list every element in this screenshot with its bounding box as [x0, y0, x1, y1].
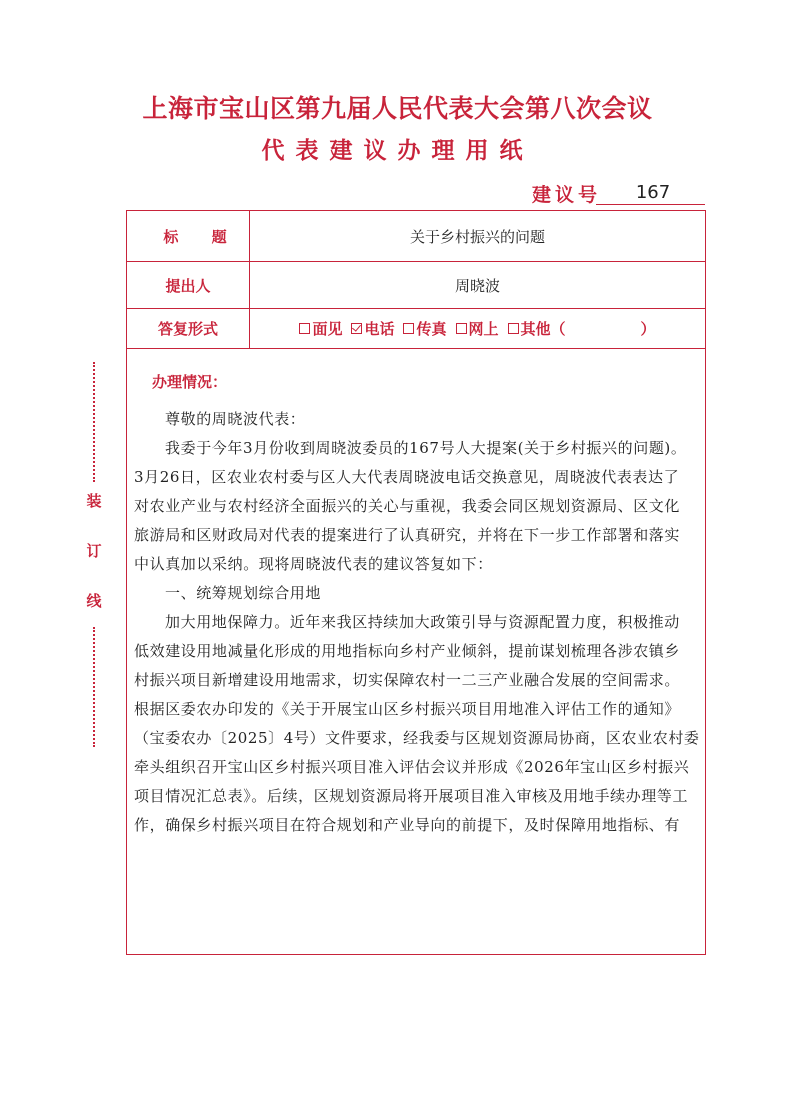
proposer-label: 提出人	[165, 276, 211, 295]
proposal-number-value: 167	[635, 182, 671, 203]
checkbox-icon[interactable]	[508, 323, 519, 334]
proposal-number-underline	[596, 204, 705, 205]
text-line: 3月26日，区农业农村委与区人大代表周晓波电话交换意见，周晓波代表表达了	[134, 468, 680, 486]
reply-option[interactable]	[299, 318, 342, 339]
other-close-paren: ）	[640, 320, 656, 338]
text-line: 根据区委农办印发的《关于开展宝山区乡村振兴项目用地准入评估工作的通知》	[134, 700, 681, 718]
text-line: （宝委农办〔2025〕4号）文件要求，经我委与区规划资源局协商，区农业农村委	[134, 729, 700, 747]
title-label: 标 题	[163, 227, 241, 246]
title-value: 关于乡村振兴的问题	[409, 227, 545, 246]
checkbox-checked-icon[interactable]	[351, 323, 362, 334]
proposal-number-label: 建议号	[532, 184, 602, 206]
text-line: 对农业产业与农村经济全面振兴的关心与重视，我委会同区规划资源局、区文化	[134, 497, 681, 515]
reply-option[interactable]	[508, 318, 566, 339]
text-line: 旅游局和区财政局对代表的提案进行了认真研究，并将在下一步工作部署和落实	[134, 526, 681, 544]
text-line: 尊敬的周晓波代表：	[165, 410, 306, 428]
reply-option-label: 传真	[416, 320, 447, 338]
checkbox-icon[interactable]	[403, 323, 414, 334]
reply-option-label: 面见	[312, 320, 343, 338]
binding-char: 装	[86, 492, 102, 510]
reply-option[interactable]	[403, 318, 446, 339]
binding-char: 订	[86, 542, 102, 560]
reply-options	[250, 309, 705, 348]
text-line: 中认真加以采纳。现将周晓波代表的建议答复如下：	[134, 555, 493, 573]
title-row	[127, 211, 705, 262]
text-line: 牵头组织召开宝山区乡村振兴项目准入评估会议并形成《2026年宝山区乡村振兴	[134, 758, 690, 776]
reply-form-label: 答复形式	[157, 320, 218, 338]
document-title: 上海市宝山区第九届人民代表大会第八次会议	[142, 94, 653, 123]
text-line: 加大用地保障力。近年来我区持续加大政策引导与资源配置力度，积极推动	[165, 613, 680, 631]
document-subtitle: 代表建议办理用纸	[261, 137, 534, 164]
text-line: 项目情况汇总表》。后续，区规划资源局将开展项目准入审核及用地手续办理等工	[134, 787, 689, 805]
text-line: 我委于今年3月份收到周晓波委员的167号人大提案(关于乡村振兴的问题)。	[165, 439, 687, 457]
reply-form-row	[127, 309, 705, 349]
binding-dots-top	[93, 362, 95, 482]
reply-option[interactable]	[456, 318, 499, 339]
text-line: 一、统筹规划综合用地	[165, 584, 322, 602]
text-line: 村振兴项目新增建设用地需求，切实保障农村一二三产业融合发展的空间需求。	[134, 671, 681, 689]
text-line: 低效建设用地减量化形成的用地指标向乡村产业倾斜，提前谋划梳理各涉农镇乡	[134, 642, 681, 660]
proposer-row	[127, 262, 705, 309]
proposer-value: 周晓波	[454, 276, 500, 295]
checkbox-icon[interactable]	[456, 323, 467, 334]
handling-text	[127, 405, 705, 840]
reply-option-label: 电话	[364, 320, 395, 338]
form-frame	[126, 210, 706, 955]
binding-line	[84, 362, 104, 747]
text-line: 作，确保乡村振兴项目在符合规划和产业导向的前提下，及时保障用地指标、有	[134, 816, 681, 834]
reply-option-label: 其他（	[520, 320, 566, 338]
binding-dots-bottom	[93, 627, 95, 747]
handling-label: 办理情况：	[152, 373, 228, 391]
reply-option-label: 网上	[468, 320, 499, 338]
binding-char: 线	[86, 592, 102, 610]
checkbox-icon[interactable]	[299, 323, 310, 334]
reply-option[interactable]	[351, 318, 394, 339]
